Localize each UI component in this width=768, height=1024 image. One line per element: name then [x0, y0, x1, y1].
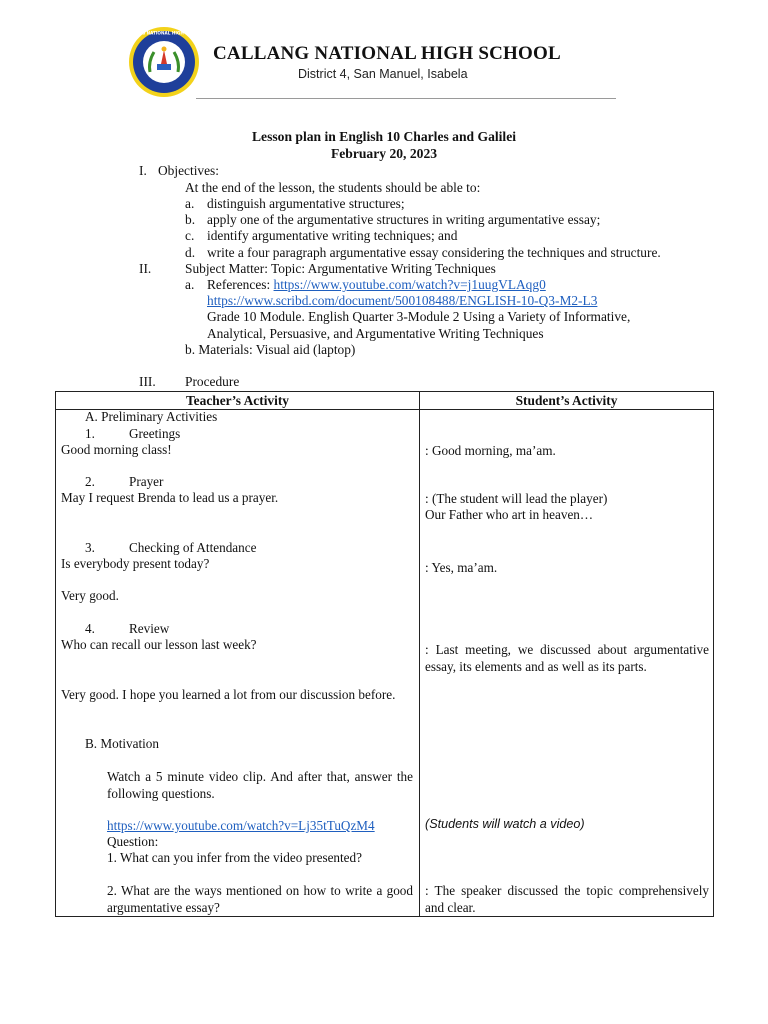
- reference-link-line: [207, 293, 597, 309]
- review-heading: Review: [129, 621, 170, 636]
- teacher-attendance-question: Is everybody present today?: [61, 556, 210, 571]
- teacher-prayer-request: May I request Brenda to lead us a prayer.: [61, 490, 279, 505]
- student-watch-note: (Students will watch a video): [425, 817, 585, 831]
- objective-item: identify argumentative writing techniques; and: [207, 228, 458, 243]
- teacher-activity-header: Teacher’s Activity: [185, 393, 289, 408]
- student-question-answer: : The speaker discussed the topic comprehensively and clear.: [425, 883, 709, 915]
- greetings-heading: Greetings: [129, 426, 181, 441]
- objective-letter: d.: [185, 245, 196, 260]
- materials-line: b. Materials: Visual aid (laptop): [185, 342, 356, 357]
- teacher-review-question: Who can recall our lesson last week?: [61, 637, 257, 652]
- objectives-intro: At the end of the lesson, the students should be able to:: [185, 180, 481, 195]
- header-divider: [196, 98, 616, 99]
- review-number: 4.: [85, 621, 95, 636]
- student-greeting: : Good morning, ma’am.: [425, 443, 556, 458]
- school-seal-logo: [123, 26, 205, 98]
- school-district: District 4, San Manuel, Isabela: [298, 67, 468, 81]
- question-two: 2. What are the ways mentioned on how to write a good argumentative essay?: [107, 883, 413, 915]
- attendance-number: 3.: [85, 540, 95, 555]
- teacher-motivation-instruction: Watch a 5 minute video clip. And after that, answer the following questions.: [107, 769, 413, 801]
- objectives-heading: Objectives:: [158, 163, 219, 178]
- reference-link-youtube[interactable]: https://www.youtube.com/watch?v=j1uugVLAqg0: [273, 277, 546, 292]
- lesson-date: February 20, 2023: [330, 146, 438, 161]
- objective-item: apply one of the argumentative structures in writing argumentative essay;: [207, 212, 601, 227]
- activity-table: [55, 391, 714, 917]
- preliminary-activities-heading: A. Preliminary Activities: [85, 409, 218, 424]
- student-prayer-note: : (The student will lead the player): [425, 491, 608, 506]
- procedure-numeral: III.: [139, 374, 156, 389]
- objective-item: distinguish argumentative structures;: [207, 196, 405, 211]
- objectives-numeral: I.: [139, 163, 147, 178]
- objective-letter: c.: [185, 228, 195, 243]
- greetings-number: 1.: [85, 426, 95, 441]
- objective-letter: a.: [185, 196, 195, 211]
- prayer-heading: Prayer: [129, 474, 164, 489]
- reference-link-scribd[interactable]: https://www.scribd.com/document/500108488/ENGLISH-10-Q3-M2-L3: [207, 293, 598, 308]
- objective-item: write a four paragraph argumentative essay considering the techniques and structure.: [207, 245, 661, 260]
- subject-numeral: II.: [139, 261, 152, 276]
- school-name: CALLANG NATIONAL HIGH SCHOOL: [213, 43, 561, 64]
- reference-module-line: Grade 10 Module. English Quarter 3-Module 2 Using a Variety of Informative,: [207, 309, 631, 324]
- student-review-answer: : Last meeting, we discussed about argumentative essay, its elements and as well as its parts.: [425, 642, 709, 674]
- teacher-attendance-response: Very good.: [61, 588, 119, 603]
- motivation-video-link[interactable]: https://www.youtube.com/watch?v=Lj35tTuQzM4: [107, 818, 375, 833]
- motivation-heading: B. Motivation: [85, 736, 159, 751]
- question-label: Question:: [107, 834, 159, 849]
- lesson-title: Lesson plan in English 10 Charles and Galilei: [251, 129, 517, 144]
- svg-text:CALLANG NATIONAL HIGH SCHOOL: CALLANG NATIONAL HIGH SCHOOL: [123, 30, 205, 36]
- attendance-heading: Checking of Attendance: [129, 540, 257, 555]
- teacher-greeting: Good morning class!: [61, 442, 172, 457]
- objective-letter: b.: [185, 212, 196, 227]
- references-label: References:: [207, 277, 274, 292]
- reference-module-line: Analytical, Persuasive, and Argumentative Writing Techniques: [207, 326, 544, 341]
- procedure-heading: Procedure: [185, 374, 240, 389]
- subject-heading: Subject Matter: Topic: Argumentative Writing Techniques: [185, 261, 496, 276]
- student-attendance-answer: : Yes, ma’am.: [425, 560, 498, 575]
- question-one: 1. What can you infer from the video presented?: [107, 850, 362, 865]
- student-prayer-line: Our Father who art in heaven…: [425, 507, 594, 522]
- motivation-video-link-line: [107, 818, 375, 835]
- references-line: [207, 277, 546, 293]
- references-letter: a.: [185, 277, 195, 292]
- table-column-divider: [419, 392, 420, 916]
- student-activity-header: Student’s Activity: [515, 393, 618, 408]
- prayer-number: 2.: [85, 474, 95, 489]
- teacher-review-response: Very good. I hope you learned a lot from our discussion before.: [61, 687, 396, 702]
